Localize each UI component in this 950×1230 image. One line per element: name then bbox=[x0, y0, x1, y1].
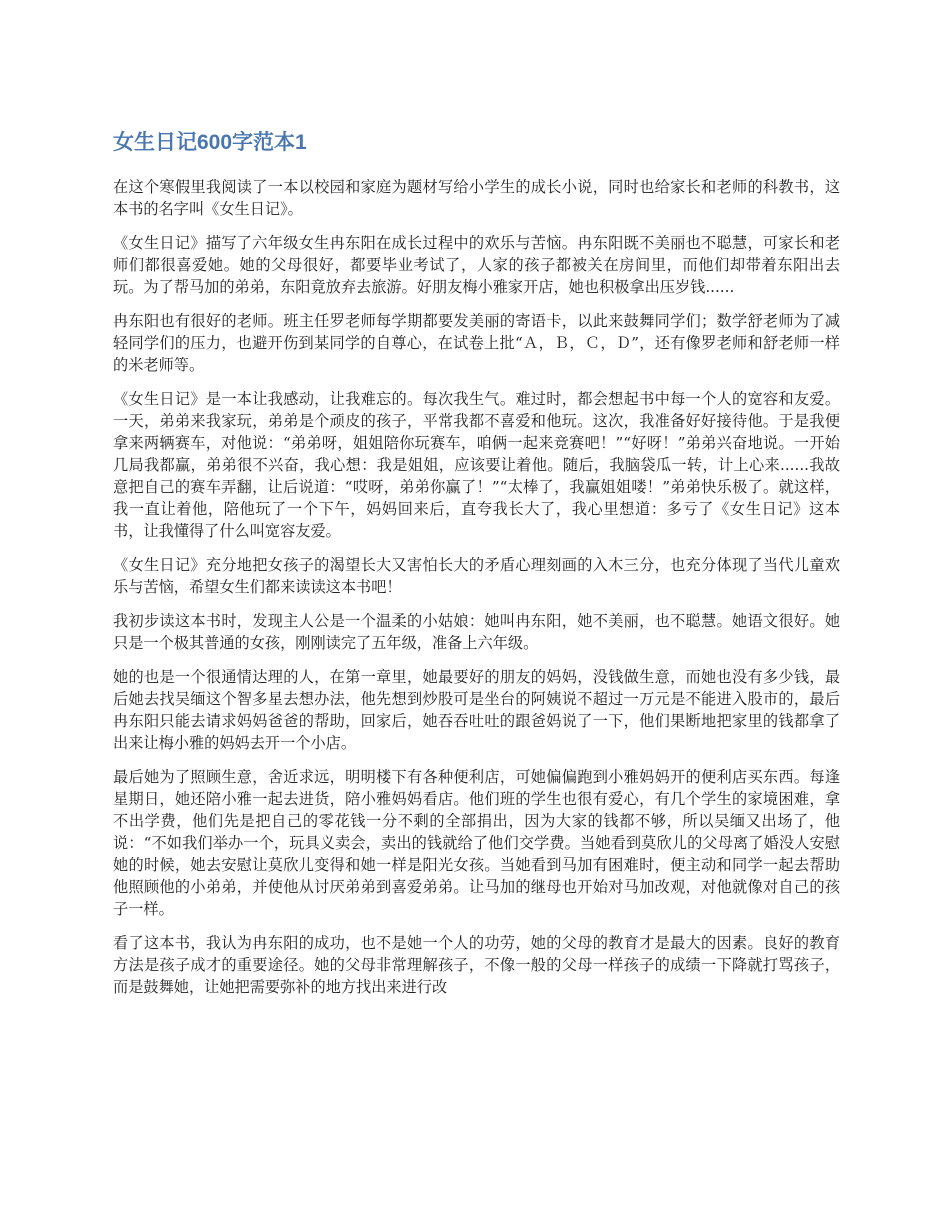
paragraph-8: 最后她为了照顾生意，舍近求远，明明楼下有各种便利店，可她偏偏跑到小雅妈妈开的便利店买东西。每逢星期日，她还陪小雅一起去进货，陪小雅妈妈看店。他们班的学生也很有爱心，有几个学生的家境困难，拿不出学费，他们先是把自己的零花钱一分不剩的全部捐出，因为大家的钱都不够，所以吴缅又出场了，他说：“不如我们举办一个，玩具义卖会，卖出的钱就给了他们交学费。当她看到莫欣儿的父母离了婚没人安慰她的时候，她去安慰让莫欣儿变得和她一样是阳光女孩。当她看到马加有困难时，便主动和同学一起去帮助他照顾他的小弟弟，并使他从讨厌弟弟到喜爱弟弟。让马加的继母也开始对马加改观，对他就像对自己的孩子一样。 bbox=[113, 768, 840, 918]
paragraph-1: 在这个寒假里我阅读了一本以校园和家庭为题材写给小学生的成长小说，同时也给家长和老师的科教书，这本书的名字叫《女生日记》。 bbox=[113, 178, 840, 218]
paragraph-9: 看了这本书，我认为冉东阳的成功，也不是她一个人的功劳，她的父母的教育才是最大的因素。良好的教育方法是孩子成才的重要途径。她的父母非常理解孩子，不像一般的父母一样孩子的成绩一下降就打骂孩子，而是鼓舞她，让她把需要弥补的地方找出来进行改 bbox=[113, 934, 840, 996]
page-title: 女生日记600字范本1 bbox=[113, 131, 307, 154]
paragraph-4: 《女生日记》是一本让我感动，让我难忘的。每次我生气。难过时，都会想起书中每一个人的宽容和友爱。一天，弟弟来我家玩，弟弟是个顽皮的孩子，平常我都不喜爱和他玩。这次，我准备好好接待他。于是我便拿来两辆赛车，对他说：“弟弟呀，姐姐陪你玩赛车，咱俩一起来竞赛吧！”“好呀！”弟弟兴奋地说。一开始几局我都赢，弟弟很不兴奋，我心想：我是姐姐，应该要让着他。随后，我脑袋瓜一转，计上心来......我故意把自己的赛车弄翻，让后说道：“哎呀，弟弟你赢了！”“太棒了，我赢姐姐喽！”弟弟快乐极了。就这样，我一直让着他，陪他玩了一个下午，妈妈回来后，直夸我长大了，我心里想道：多亏了《女生日记》这本书，让我懂得了什么叫宽容友爱。 bbox=[113, 390, 840, 540]
paragraph-7: 她的也是一个很通情达理的人，在第一章里，她最要好的朋友的妈妈，没钱做生意，而她也没有多少钱，最后她去找吴缅这个智多星去想办法，他先想到炒股可是坐台的阿姨说不超过一万元是不能进入股市的，最后冉东阳只能去请求妈妈爸爸的帮助，回家后，她吞吞吐吐的跟爸妈说了一下，他们果断地把家里的钱都拿了出来让梅小雅的妈妈去开一个小店。 bbox=[113, 668, 840, 752]
paragraph-6: 我初步读这本书时，发现主人公是一个温柔的小姑娘：她叫冉东阳，她不美丽，也不聪慧。她语文很好。她只是一个极其普通的女孩，刚刚读完了五年级，准备上六年级。 bbox=[113, 612, 840, 652]
paragraph-5: 《女生日记》充分地把女孩子的渴望长大又害怕长大的矛盾心理刻画的入木三分，也充分体现了当代儿童欢乐与苦恼，希望女生们都来读读这本书吧！ bbox=[113, 556, 840, 596]
paragraph-2: 《女生日记》描写了六年级女生冉东阳在成长过程中的欢乐与苦恼。冉东阳既不美丽也不聪慧，可家长和老师们都很喜爱她。她的父母很好，都要毕业考试了，人家的孩子都被关在房间里，而他们却带着东阳出去玩。为了帮马加的弟弟，东阳竟放弃去旅游。好朋友梅小雅家开店，她也积极拿出压岁钱...... bbox=[113, 234, 840, 296]
paragraph-3: 冉东阳也有很好的老师。班主任罗老师每学期都要发美丽的寄语卡，以此来鼓舞同学们；数学舒老师为了减轻同学们的压力，也避开伤到某同学的自尊心，在试卷上批“Ａ，Ｂ，Ｃ，Ｄ”，还有像罗老师和舒老师一样的米老师等。 bbox=[113, 312, 840, 374]
document-body bbox=[113, 128, 840, 1010]
